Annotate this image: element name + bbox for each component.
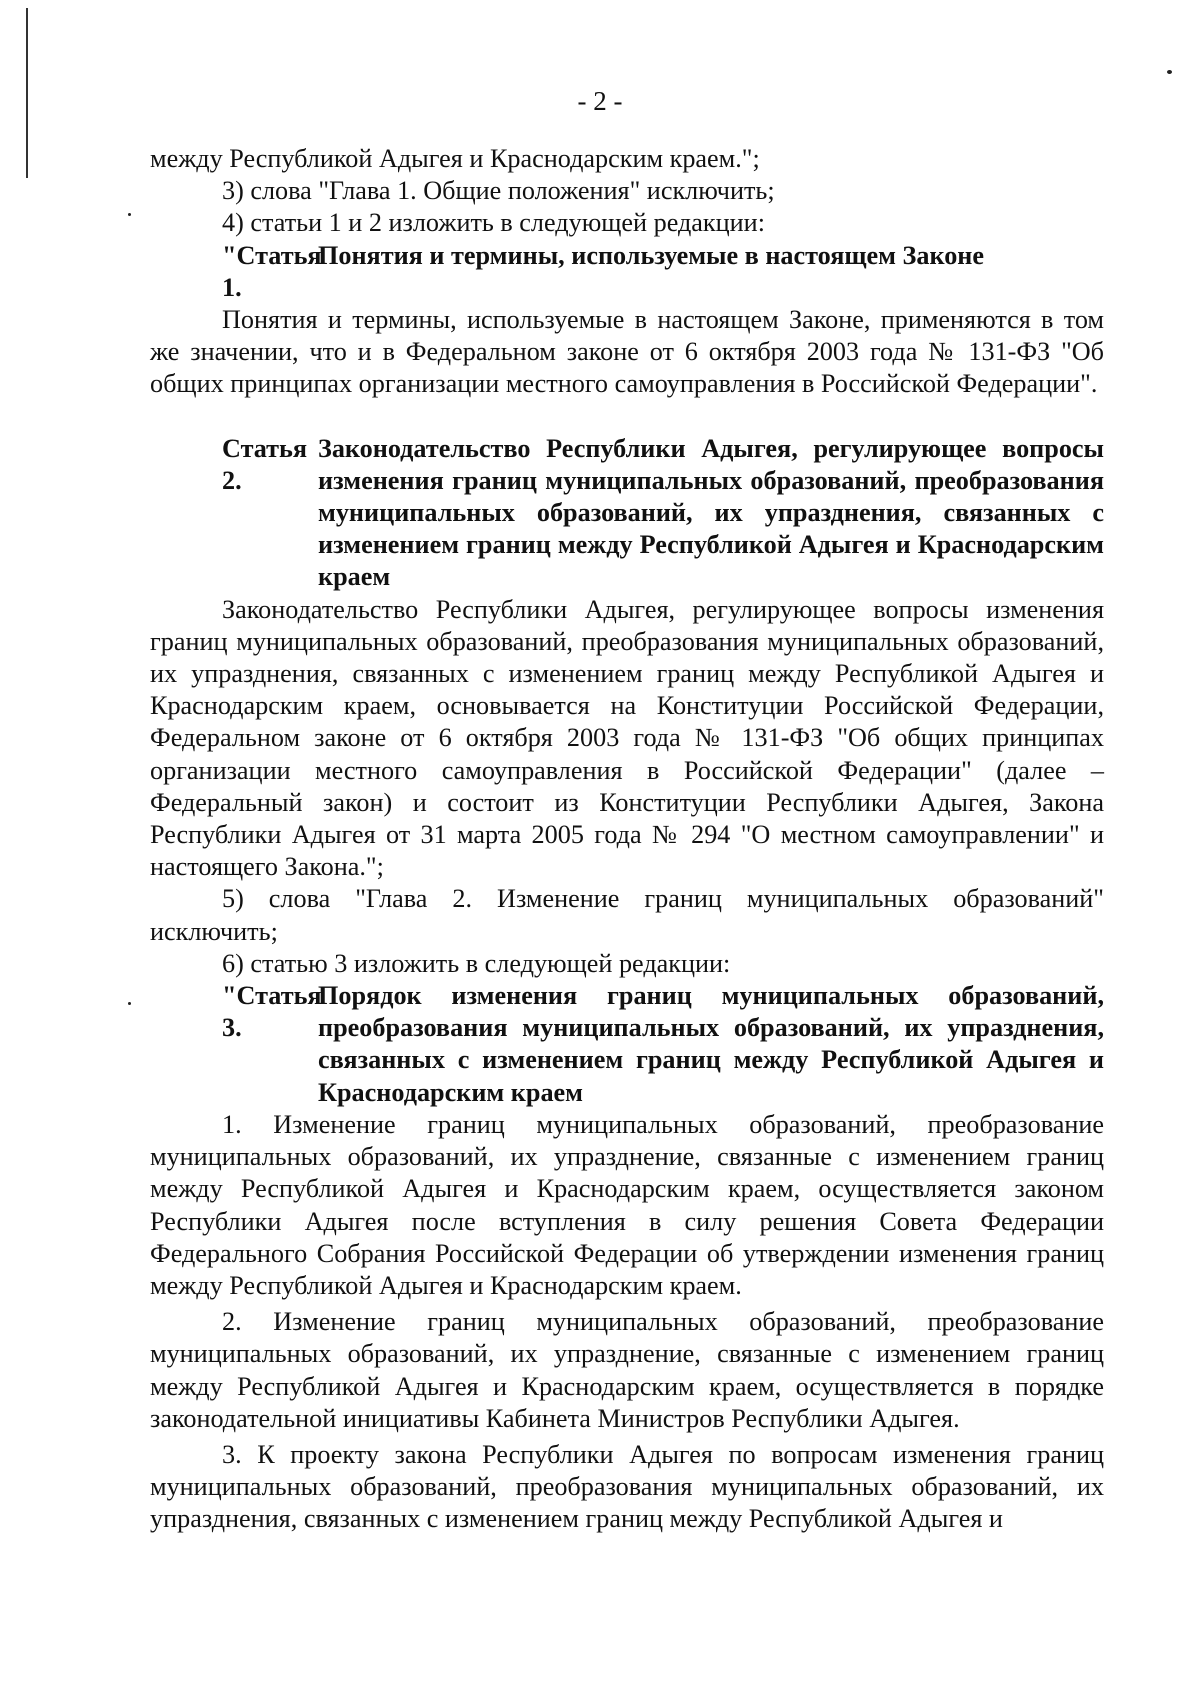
scan-speck	[128, 213, 131, 216]
paragraph: 6) статью 3 изложить в следующей редакции:	[222, 948, 731, 978]
article-number: Статья 2.	[222, 433, 308, 495]
paragraph: Понятия и термины, используемые в настоящем Законе, применяются в том же значении, что и в Федеральном законе от 6 октября 2003 года № 131-ФЗ "Об общих принципах организации местного самоуправления в Российской Федерации".	[150, 305, 1104, 399]
article-number: "Статья 1.	[222, 240, 322, 302]
paragraph: 5) слова "Глава 2. Изменение границ муниципальных образований" исключить;	[150, 884, 1104, 946]
article-number: "Статья 3.	[222, 981, 322, 1043]
paragraph: 3) слова "Глава 1. Общие положения" исключить;	[222, 176, 775, 206]
article-title: Порядок изменения границ муниципальных образований, преобразования муниципальных образований, их упразднения, связанных с изменением границ между Республикой Адыгея и Краснодарским краем	[318, 981, 1104, 1107]
article-2-heading	[150, 433, 1104, 594]
paragraph: 2. Изменение границ муниципальных образований, преобразование муниципальных образований, их упразднение, связанные с изменением границ между Республикой Адыгея и Краснодарским краем, осуществляется в порядке законодательной инициативы Кабинета Министров Республики Адыгея.	[150, 1307, 1104, 1433]
article-1-heading	[150, 240, 1104, 304]
article-title: Законодательство Республики Адыгея, регулирующее вопросы изменения границ муниципальных образований, преобразования муниципальных образований, их упразднения, связанных с изменением границ между Республикой Адыгея и Краснодарским краем	[318, 433, 1104, 592]
scan-speck	[1167, 70, 1172, 74]
paragraph: 4) статьи 1 и 2 изложить в следующей редакции:	[222, 208, 765, 238]
paragraph: 3. К проекту закона Республики Адыгея по вопросам изменения границ муниципальных образований, преобразования муниципальных образований, их упразднения, связанных с изменением границ между Республикой Адыгея и	[150, 1439, 1104, 1534]
document-body	[150, 143, 1104, 1536]
article-title: Понятия и термины, используемые в настоящем Законе	[318, 240, 985, 270]
paragraph: 1. Изменение границ муниципальных образований, преобразование муниципальных образований, их упразднение, связанные с изменением границ между Республикой Адыгея и Краснодарским краем, осуществляется законом Республики Адыгея после вступления в силу решения Совета Федерации Федерального Собрания Российской Федерации об утверждении изменения границ между Республикой Адыгея и Краснодарским краем.	[150, 1109, 1104, 1300]
scan-speck	[128, 1002, 131, 1005]
paragraph: Законодательство Республики Адыгея, регулирующее вопросы изменения границ муниципальных образований, преобразования муниципальных образований, их упразднения, связанных с изменением границ между Республикой Адыгея и Краснодарским краем, основывается на Конституции Российской Федерации, Федеральном законе от 6 октября 2003 года № 131-ФЗ "Об общих принципах организации местного самоуправления в Российской Федерации" (далее – Федеральный закон) и состоит из Конституции Республики Адыгея, Закона Республики Адыгея от 31 марта 2005 года № 294 "О местном самоуправлении" и настоящего Закона.";	[150, 594, 1104, 882]
page-number: - 2 -	[577, 86, 623, 116]
article-3-heading	[150, 980, 1104, 1109]
paragraph: между Республикой Адыгея и Краснодарским краем.";	[150, 144, 760, 173]
